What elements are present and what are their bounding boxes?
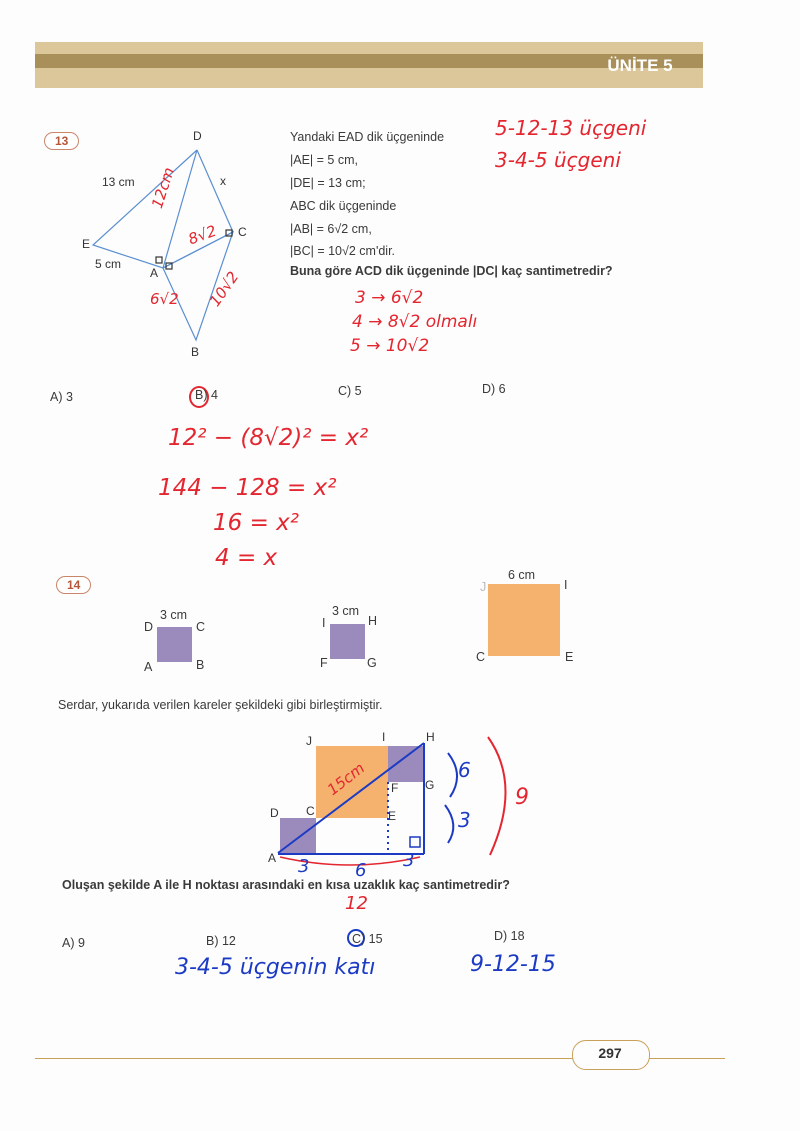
sq2-label-h: H [368, 614, 378, 628]
label-b: B [191, 345, 200, 359]
label-d: D [193, 129, 202, 143]
hw-work-1: 12² − (8√2)² = x² [168, 425, 369, 451]
q14-intro: Serdar, yukarıda verilen kareler şekildeki gibi birleştirmiştir. [58, 698, 383, 712]
fig-label-e: E [388, 809, 397, 823]
page-number: 297 [598, 1045, 622, 1061]
q13-question: Buna göre ACD dik üçgeninde |DC| kaç santimetredir? [290, 264, 613, 278]
fig-label-j: J [306, 734, 312, 748]
square-abcd [157, 627, 192, 662]
sq1-label-b: B [196, 658, 205, 672]
q13-line-4: ABC dik üçgeninde [290, 199, 397, 213]
hw-ratio-1: 3 → 6√2 [355, 288, 424, 308]
hw-side-9: 9 [515, 785, 529, 810]
q14-option-c[interactable]: C) 15 [352, 932, 383, 946]
q14-question: Oluşan şekilde A ile H noktası arasındaki en kısa uzaklık kaç santimetredir? [62, 878, 510, 892]
hw-ratio-3: 5 → 10√2 [350, 336, 430, 356]
fig-label-a: A [268, 851, 277, 865]
sq2-label-i: I [322, 616, 326, 630]
hw-note-3-4-5: 3-4-5 üçgeni [495, 148, 621, 172]
label-de: 13 cm [102, 175, 135, 189]
sq2-label-f: F [320, 656, 328, 670]
square3-size: 6 cm [508, 568, 536, 582]
q14-option-a[interactable]: A) 9 [62, 936, 85, 950]
hw-note-5-12-13: 5-12-13 üçgeni [495, 116, 647, 140]
label-x: x [220, 174, 226, 188]
fig-label-f: F [391, 781, 399, 795]
hw-base-3b: 3 [403, 850, 415, 871]
square2-size: 3 cm [332, 604, 360, 618]
q13-option-a[interactable]: A) 3 [50, 390, 73, 404]
q13-line-1: Yandaki EAD dik üçgeninde [290, 130, 445, 144]
sq1-label-a: A [144, 660, 153, 674]
hw-ratio-2: 4 → 8√2 olmalı [352, 312, 478, 332]
q13-option-b[interactable]: B) 4 [195, 388, 218, 402]
q13-line-6: |BC| = 10√2 cm'dir. [290, 244, 396, 258]
square1-size: 3 cm [160, 608, 188, 622]
hw-ab-length: 6√2 [150, 290, 179, 308]
fig-label-i: I [382, 730, 386, 744]
q14-option-b[interactable]: B) 12 [206, 934, 236, 948]
hw-work-4: 4 = x [215, 545, 278, 571]
hw-side-3: 3 [458, 808, 471, 832]
fig-label-g: G [425, 778, 435, 792]
q13-figure [70, 120, 270, 370]
hw-summary: 3-4-5 üçgenin katı [175, 955, 376, 980]
fig-label-d: D [270, 806, 279, 820]
hw-base-12: 12 [345, 893, 368, 914]
label-e: E [82, 237, 91, 251]
sq2-label-g: G [367, 656, 377, 670]
q13-option-d[interactable]: D) 6 [482, 382, 506, 396]
sq3-label-j: J [480, 580, 487, 594]
hw-ad-length: 12cm [148, 165, 179, 211]
sq3-label-c: C [476, 650, 486, 664]
square-fghi [330, 624, 365, 659]
label-c: C [238, 225, 247, 239]
question-number-13: 13 [44, 132, 79, 150]
triangle-ead [93, 150, 197, 268]
hw-work-3: 16 = x² [213, 510, 299, 536]
hw-triple: 9-12-15 [470, 952, 556, 977]
question-number-14: 14 [56, 576, 91, 594]
q14-option-d[interactable]: D) 18 [494, 929, 525, 943]
q13-line-2: |AE| = 5 cm, [290, 153, 358, 167]
hw-base-3a: 3 [298, 856, 310, 877]
q13-option-c[interactable]: C) 5 [338, 384, 362, 398]
hw-side-6: 6 [458, 758, 471, 782]
hw-base-6: 6 [355, 860, 367, 881]
hw-ac-length: 8√2 [185, 221, 219, 249]
sq1-label-d: D [144, 620, 154, 634]
label-ae: 5 cm [95, 257, 122, 271]
label-a: A [150, 266, 159, 280]
q14-combined-figure [260, 725, 540, 925]
square-jiec [488, 584, 560, 656]
unit-label: ÜNİTE 5 [607, 56, 673, 75]
fig-label-h: H [426, 730, 435, 744]
hw-bc-length: 10√2 [205, 268, 243, 310]
sq3-label-i: I [564, 578, 568, 592]
sq1-label-c: C [196, 620, 206, 634]
fig-label-c: C [306, 804, 315, 818]
hw-ah-length: 15cm [323, 758, 369, 800]
q13-line-3: |DE| = 13 cm; [290, 176, 366, 190]
hw-work-2: 144 − 128 = x² [158, 475, 337, 501]
sq3-label-e: E [565, 650, 574, 664]
q13-line-5: |AB| = 6√2 cm, [290, 222, 372, 236]
